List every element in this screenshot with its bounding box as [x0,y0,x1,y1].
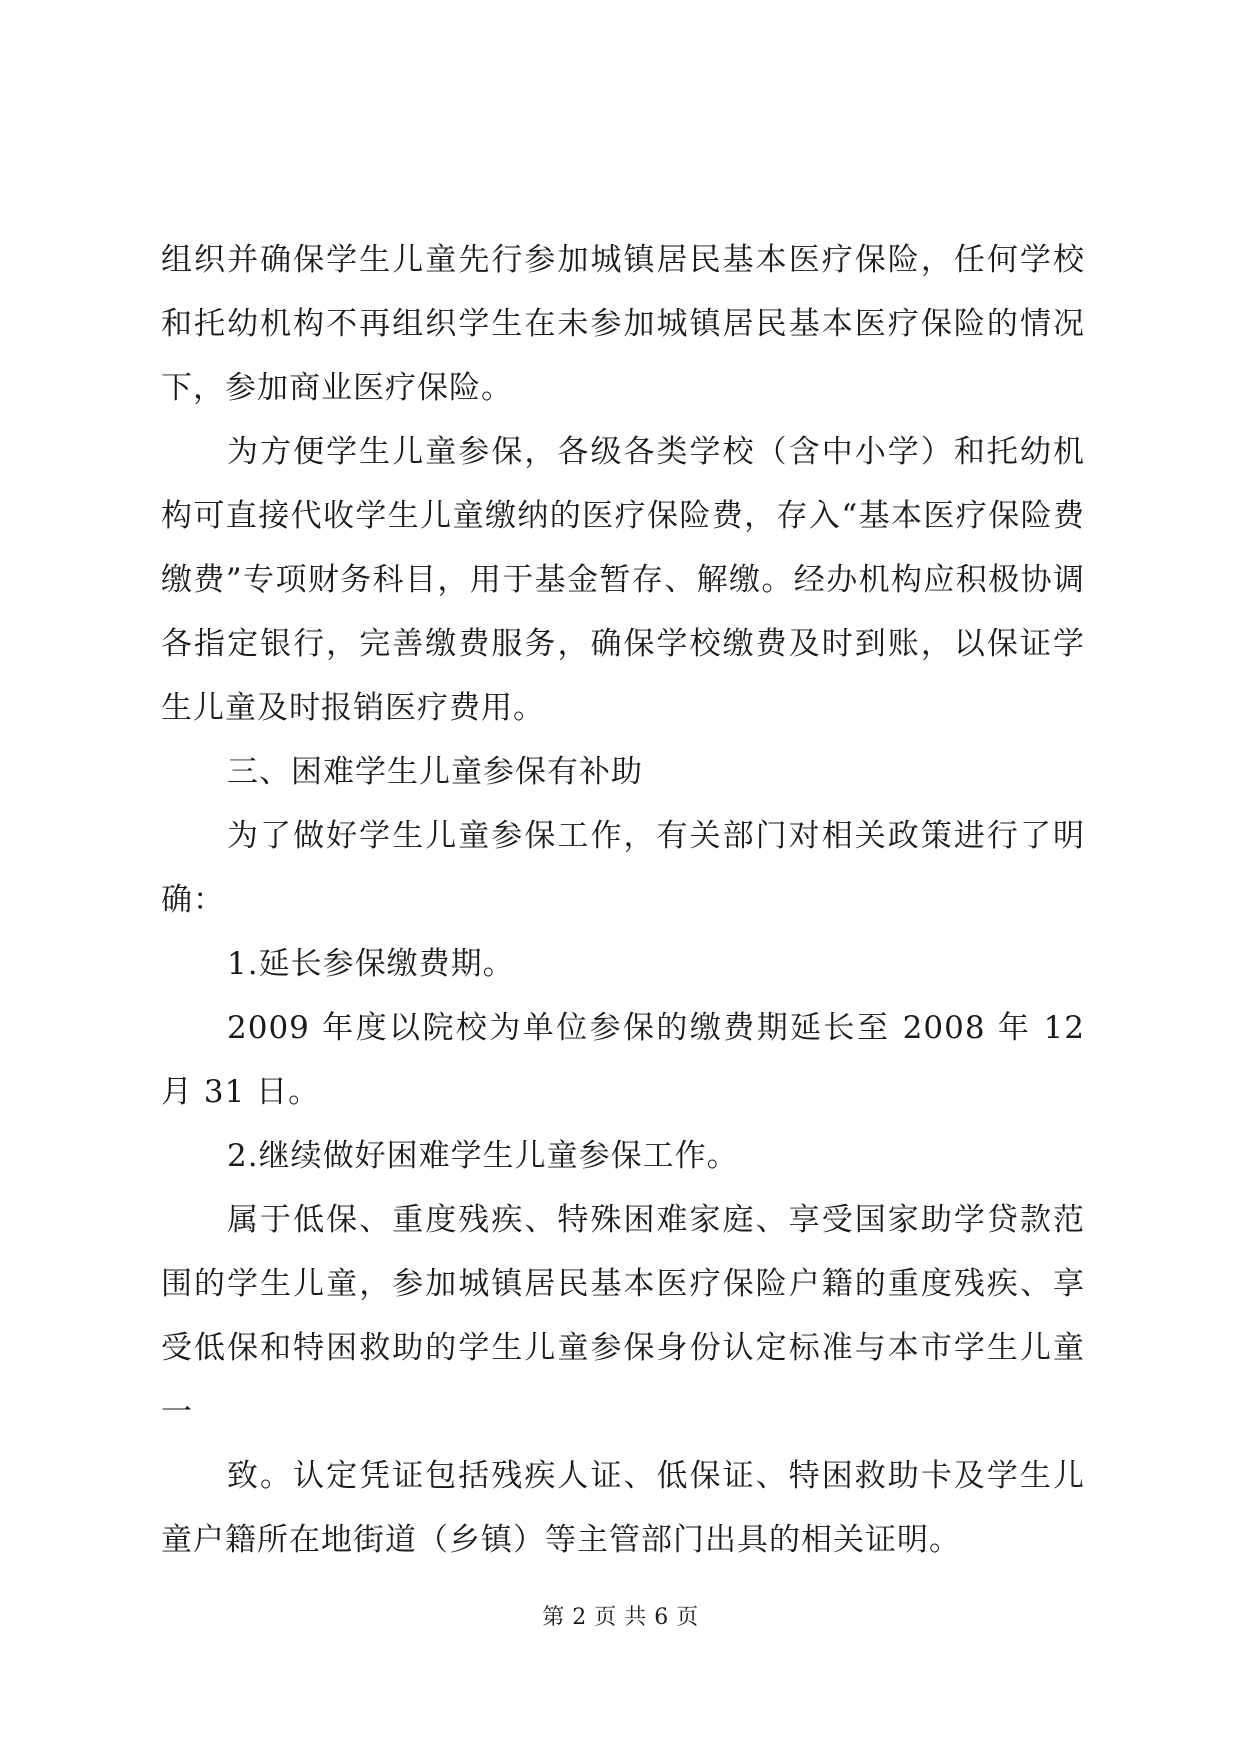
section-heading-3: 三、困难学生儿童参保有补助 [227,754,643,790]
page-number-footer: 第 2 页 共 6 页 [542,1605,699,1630]
list-item-2-heading: 2.继续做好困难学生儿童参保工作。 [227,1138,739,1174]
paragraph-4: 为了做好学生儿童参保工作，有关部门对相关政策进行了明确： [161,818,1085,918]
paragraph-8: 属于低保、重度残疾、特殊困难家庭、享受国家助学贷款范围的学生儿童，参加城镇居民基本医疗保险户籍的重度残疾、享受低保和特困救助的学生儿童参保身份认定标准与本市学生儿童一 [161,1202,1085,1430]
document-body [161,228,1085,1572]
list-item-1-heading: 1.延长参保缴费期。 [227,946,515,982]
paragraph-6: 2009 年度以院校为单位参保的缴费期延长至 2008 年 12 月 31 日。 [161,1010,1085,1110]
paragraph-9: 致。认定凭证包括残疾人证、低保证、特困救助卡及学生儿童户籍所在地街道（乡镇）等主管部门出具的相关证明。 [161,1458,1085,1558]
paragraph-1: 组织并确保学生儿童先行参加城镇居民基本医疗保险，任何学校和托幼机构不再组织学生在未参加城镇居民基本医疗保险的情况下，参加商业医疗保险。 [161,242,1085,406]
paragraph-2: 为方便学生儿童参保，各级各类学校（含中小学）和托幼机构可直接代收学生儿童缴纳的医疗保险费，存入“基本医疗保险费缴费”专项财务科目，用于基金暂存、解缴。经办机构应积极协调各指定银行，完善缴费服务，确保学校缴费及时到账，以保证学生儿童及时报销医疗费用。 [161,434,1085,726]
